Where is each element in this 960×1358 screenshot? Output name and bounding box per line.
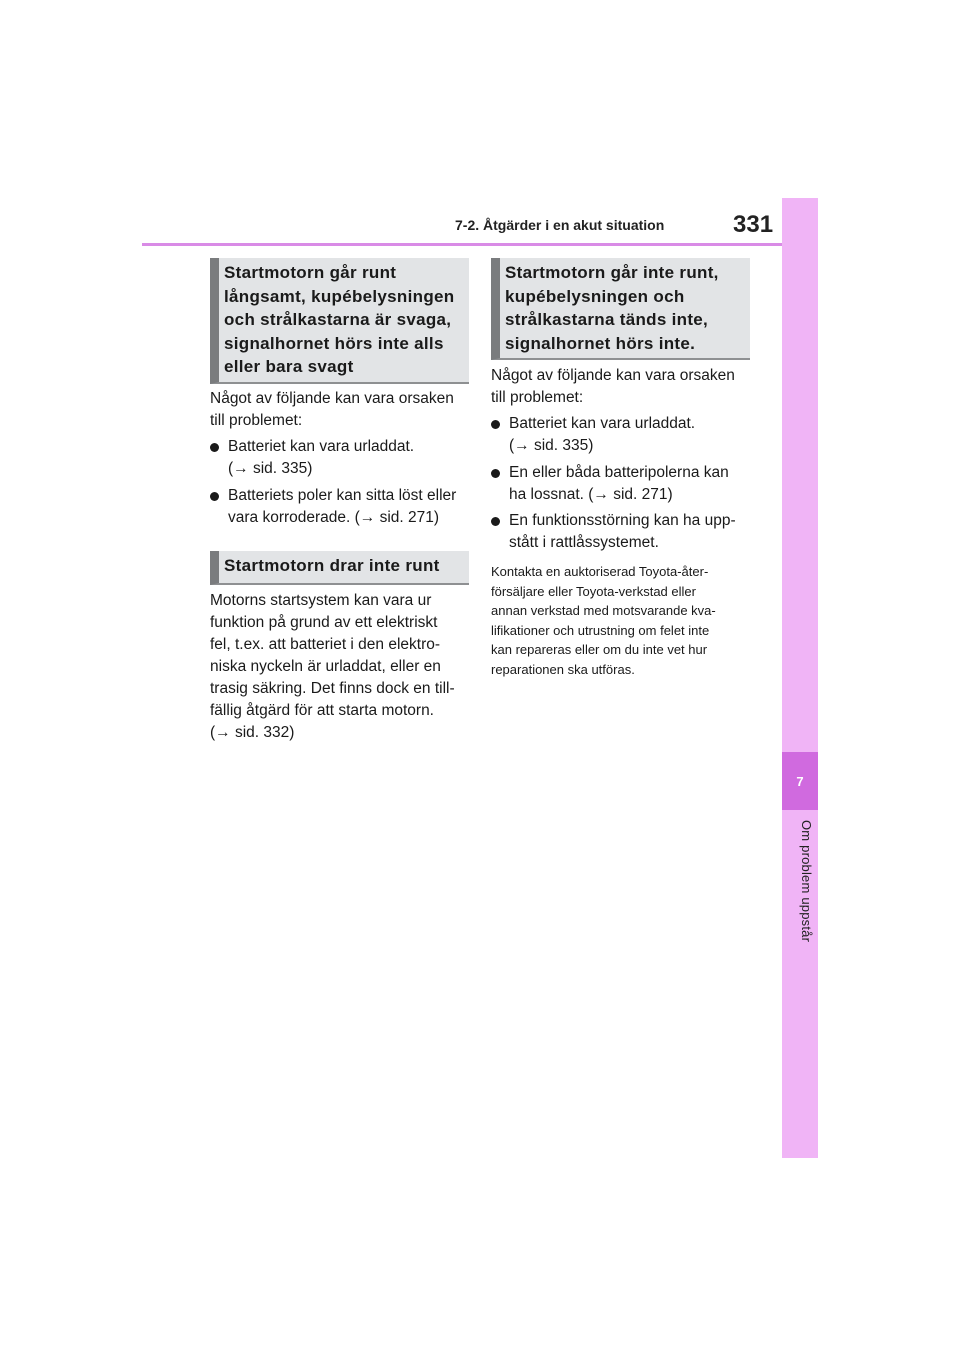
page-number: 331 (733, 211, 774, 238)
heading-line: strålkastarna tänds inte, (505, 310, 709, 329)
left-bullet-item (210, 436, 490, 480)
chapter-label: Om problem uppstår (799, 820, 814, 943)
text-line: annan verkstad med motsvarande kva- (491, 603, 716, 618)
text-line: kan repareras eller om du inte vet hur (491, 642, 708, 657)
heading-line: signalhornet hörs inte alls (224, 333, 444, 353)
bullet-icon (210, 443, 219, 452)
text-line: stått i rattlåssystemet. (509, 534, 659, 551)
heading-line: Startmotorn går runt (224, 263, 397, 282)
text-line: till problemet: (491, 389, 584, 406)
text-line: försäljare eller Toyota-verkstad eller (491, 583, 696, 599)
text-line: fällig åtgärd för att starta motorn. (210, 702, 434, 719)
chapter-number-badge: 7 (782, 752, 818, 810)
right-heading-no-start (491, 258, 750, 360)
bullet-icon (210, 492, 219, 501)
right-bullet-item (491, 413, 771, 457)
page-reference: (→ sid. 332) (210, 724, 295, 741)
right-bullet-item (491, 462, 771, 506)
left-body-paragraph (210, 590, 472, 744)
right-intro-paragraph (491, 365, 753, 409)
text-line: lifikationer och utrustning om felet inte (491, 622, 710, 638)
heading-line: eller bara svagt (224, 357, 354, 376)
text-line: Något av följande kan vara orsaken (210, 390, 454, 407)
text-line: Batteriets poler kan sitta löst eller (228, 487, 457, 504)
left-heading-slow-starter (210, 258, 469, 384)
heading-line: Startmotorn drar inte runt (224, 556, 440, 575)
text-line: vara korroderade. (→ sid. 271) (228, 509, 440, 526)
text-line: reparationen ska utföras. (491, 661, 635, 677)
heading-line: långsamt, kupébelysningen (224, 286, 455, 306)
header-divider (142, 243, 782, 246)
heading-line: signalhornet hörs inte. (505, 333, 696, 353)
chapter-side-tab (782, 198, 818, 1158)
text-line: Motorns startsystem kan vara ur (210, 592, 432, 609)
left-bullet-item (210, 485, 490, 529)
page-reference: (→ sid. 335) (509, 437, 594, 454)
left-intro-paragraph (210, 388, 470, 432)
bullet-icon (491, 517, 500, 526)
right-bullet-item (491, 510, 771, 554)
text-line: fel, t.ex. att batteriet i den elektro- (210, 636, 441, 653)
bullet-icon (491, 420, 500, 429)
text-line: En funktionsstörning kan ha upp- (509, 512, 736, 529)
text-line: Batteriet kan vara urladdat. (509, 415, 696, 432)
section-title: 7-2. Åtgärder i en akut situation (455, 217, 665, 233)
text-line: niska nyckeln är urladdat, eller en (210, 658, 441, 675)
page-reference: (→ sid. 335) (228, 460, 313, 477)
heading-line: Startmotorn går inte runt, (505, 263, 719, 282)
right-note-paragraph (491, 562, 753, 679)
text-line: trasig säkring. Det finns dock en till- (210, 680, 455, 697)
text-line: Något av följande kan vara orsaken (491, 367, 735, 384)
heading-line: kupébelysningen och (505, 286, 685, 306)
text-line: En eller båda batteripolerna kan (509, 464, 729, 481)
text-line: Kontakta en auktoriserad Toyota-åter- (491, 564, 709, 579)
text-line: ha lossnat. (→ sid. 271) (509, 486, 673, 503)
text-line: till problemet: (210, 412, 303, 429)
heading-line: och strålkastarna är svaga, (224, 310, 452, 329)
bullet-icon (491, 469, 500, 478)
text-line: funktion på grund av ett elektriskt (210, 614, 438, 631)
text-line: Batteriet kan vara urladdat. (228, 438, 415, 455)
left-heading-no-crank (210, 551, 469, 585)
